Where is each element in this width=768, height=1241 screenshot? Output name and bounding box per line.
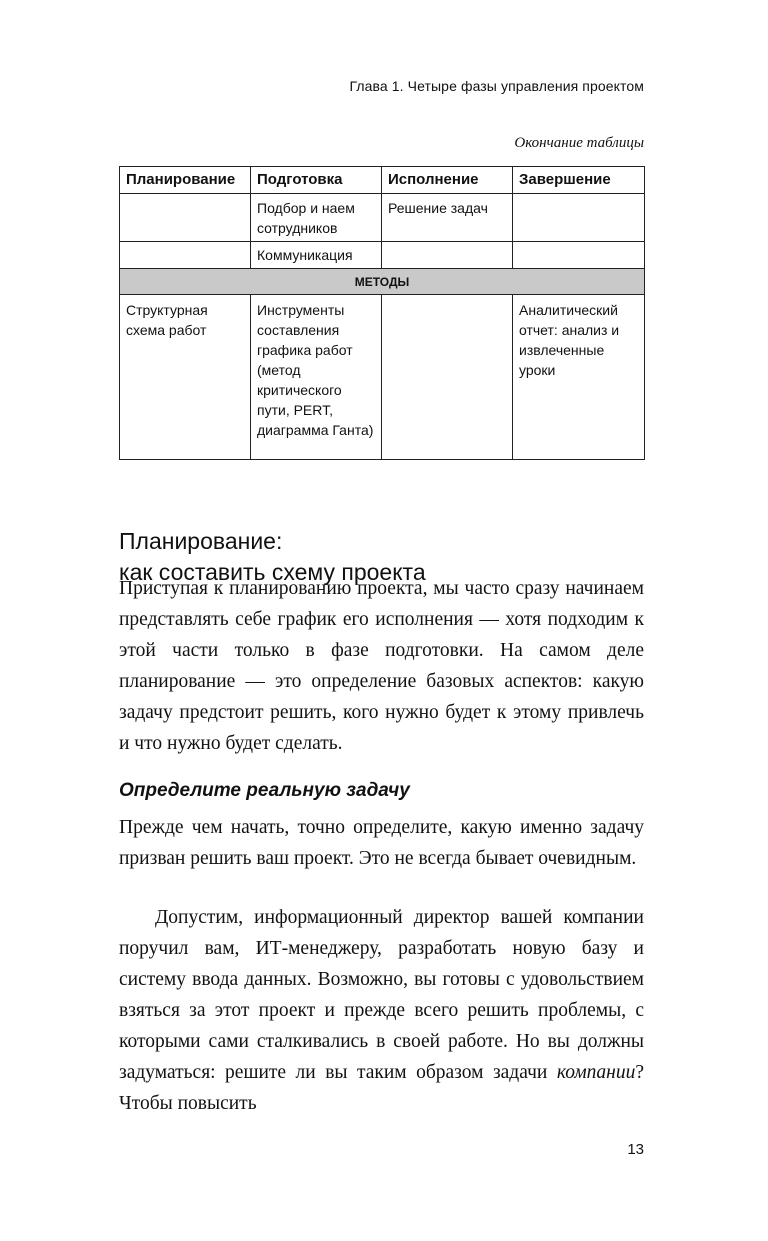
table-cell	[120, 242, 251, 269]
table-cell	[120, 194, 251, 242]
header-completion: Завершение	[513, 167, 645, 194]
table-cell: Решение задач	[382, 194, 513, 242]
methods-section-label: МЕТОДЫ	[120, 269, 645, 295]
header-preparation: Подготовка	[251, 167, 382, 194]
table-cell: Коммуникация	[251, 242, 382, 269]
phases-table	[119, 166, 645, 460]
subheading: Определите реальную задачу	[119, 780, 410, 801]
paragraph-3-text: Допустим, информационный директор вашей компании поручил вам, ИТ-менеджеру, разработать новую базу и систему ввода данных. Возможно, вы готовы с удовольствием взяться за этот проект и прежде всего решить проблемы, с которыми сами сталкивались в своей работе. Но вы должны задуматься: решите ли вы таким образом задачи	[119, 907, 644, 1083]
table-cell	[382, 295, 513, 460]
table-section-row	[120, 269, 645, 295]
table-cell: Инструменты составления графика работ (метод критического пути, PERT, диаграмма Ганта)	[251, 295, 382, 460]
table-row	[120, 242, 645, 269]
table-row	[120, 295, 645, 460]
paragraph-1: Приступая к планированию проекта, мы часто сразу начинаем представлять себе график его исполнения — хотя подходим к этой части только в фазе подготовки. На самом деле планирование — это определение базовых аспектов: какую задачу предстоит решить, кого нужно будет к этому привлечь и что нужно будет сделать.	[119, 578, 644, 754]
table-cell	[513, 194, 645, 242]
paragraph-3	[119, 902, 644, 1119]
header-planning: Планирование	[120, 167, 251, 194]
table-caption: Окончание таблицы	[514, 135, 644, 151]
table-row	[120, 194, 645, 242]
table-cell	[513, 242, 645, 269]
paragraph-2: Прежде чем начать, точно определите, какую именно задачу призван решить ваш проект. Это не всегда бывает очевидным.	[119, 817, 644, 869]
page-number: 13	[627, 1141, 644, 1158]
header-execution: Исполнение	[382, 167, 513, 194]
section-heading-line2: как составить схему проекта	[119, 559, 426, 586]
paragraph-3-emphasis: компании	[556, 1062, 636, 1083]
running-head: Глава 1. Четыре фазы управления проектом	[349, 78, 644, 94]
section-heading-line1: Планирование:	[119, 528, 283, 555]
table-cell: Аналитический отчет: анализ и извлеченные уроки	[513, 295, 645, 460]
table-cell: Подбор и наем сотрудников	[251, 194, 382, 242]
table-cell: Структурная схема работ	[120, 295, 251, 460]
paragraph-3-tail: ? Чтобы повысить	[119, 1062, 644, 1114]
table-cell	[382, 242, 513, 269]
table-header-row	[120, 167, 645, 194]
